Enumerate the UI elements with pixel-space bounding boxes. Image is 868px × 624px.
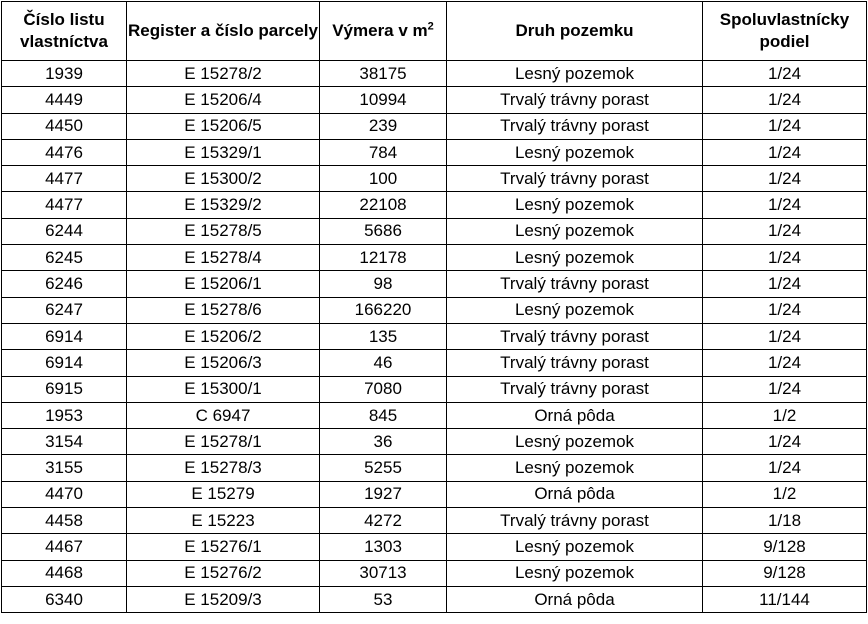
cell-register-parcel-number: E 15206/4: [127, 87, 320, 113]
table-row: [2, 139, 867, 165]
cell-area: 845: [320, 402, 447, 428]
cell-co-ownership-share: 1/24: [703, 350, 867, 376]
cell-ownership-sheet-number: 3155: [2, 455, 127, 481]
cell-co-ownership-share: 1/24: [703, 87, 867, 113]
cell-area: 784: [320, 139, 447, 165]
cell-register-parcel-number: E 15223: [127, 508, 320, 534]
cell-co-ownership-share: 11/144: [703, 586, 867, 612]
cell-ownership-sheet-number: 4477: [2, 166, 127, 192]
cell-co-ownership-share: 1/18: [703, 508, 867, 534]
table-row: [2, 87, 867, 113]
table-row: [2, 402, 867, 428]
cell-co-ownership-share: 1/24: [703, 429, 867, 455]
table-body: [2, 61, 867, 613]
cell-co-ownership-share: 9/128: [703, 534, 867, 560]
cell-area: 7080: [320, 376, 447, 402]
cell-area: 12178: [320, 245, 447, 271]
cell-register-parcel-number: E 15206/5: [127, 113, 320, 139]
table-row: [2, 350, 867, 376]
cell-area: 36: [320, 429, 447, 455]
cell-area: 5255: [320, 455, 447, 481]
table-row: [2, 534, 867, 560]
cell-co-ownership-share: 1/24: [703, 245, 867, 271]
table-row: [2, 481, 867, 507]
cell-register-parcel-number: E 15206/2: [127, 323, 320, 349]
cell-register-parcel-number: E 15300/2: [127, 166, 320, 192]
header-ownership-sheet-number: Číslo listu vlastníctva: [2, 2, 127, 61]
cell-land-type: Lesný pozemok: [447, 61, 703, 87]
cell-land-type: Lesný pozemok: [447, 139, 703, 165]
table-row: [2, 323, 867, 349]
cell-land-type: Trvalý trávny porast: [447, 350, 703, 376]
cell-co-ownership-share: 1/2: [703, 402, 867, 428]
cell-ownership-sheet-number: 3154: [2, 429, 127, 455]
cell-area: 30713: [320, 560, 447, 586]
cell-area: 135: [320, 323, 447, 349]
table-row: [2, 560, 867, 586]
cell-land-type: Lesný pozemok: [447, 297, 703, 323]
cell-register-parcel-number: C 6947: [127, 402, 320, 428]
cell-co-ownership-share: 1/24: [703, 323, 867, 349]
cell-ownership-sheet-number: 6340: [2, 586, 127, 612]
parcel-table: [1, 1, 867, 613]
cell-register-parcel-number: E 15329/1: [127, 139, 320, 165]
header-co-ownership-share: Spoluvlastnícky podiel: [703, 2, 867, 61]
cell-ownership-sheet-number: 4470: [2, 481, 127, 507]
cell-co-ownership-share: 1/24: [703, 139, 867, 165]
cell-register-parcel-number: E 15278/4: [127, 245, 320, 271]
cell-ownership-sheet-number: 4468: [2, 560, 127, 586]
cell-ownership-sheet-number: 4476: [2, 139, 127, 165]
cell-ownership-sheet-number: 1953: [2, 402, 127, 428]
cell-land-type: Lesný pozemok: [447, 245, 703, 271]
cell-ownership-sheet-number: 4458: [2, 508, 127, 534]
cell-co-ownership-share: 1/24: [703, 166, 867, 192]
cell-register-parcel-number: E 15276/1: [127, 534, 320, 560]
cell-co-ownership-share: 1/24: [703, 113, 867, 139]
cell-ownership-sheet-number: 6246: [2, 271, 127, 297]
table-row: [2, 376, 867, 402]
cell-ownership-sheet-number: 4449: [2, 87, 127, 113]
cell-land-type: Trvalý trávny porast: [447, 113, 703, 139]
cell-register-parcel-number: E 15278/1: [127, 429, 320, 455]
cell-ownership-sheet-number: 6914: [2, 350, 127, 376]
cell-land-type: Lesný pozemok: [447, 429, 703, 455]
cell-area: 1303: [320, 534, 447, 560]
cell-ownership-sheet-number: 6915: [2, 376, 127, 402]
cell-land-type: Lesný pozemok: [447, 218, 703, 244]
cell-register-parcel-number: E 15209/3: [127, 586, 320, 612]
cell-land-type: Trvalý trávny porast: [447, 271, 703, 297]
cell-ownership-sheet-number: 1939: [2, 61, 127, 87]
cell-land-type: Orná pôda: [447, 481, 703, 507]
cell-land-type: Trvalý trávny porast: [447, 323, 703, 349]
cell-land-type: Orná pôda: [447, 402, 703, 428]
cell-co-ownership-share: 1/24: [703, 192, 867, 218]
header-row: [2, 2, 867, 61]
cell-area: 239: [320, 113, 447, 139]
header-area-superscript: 2: [427, 20, 434, 33]
cell-area: 46: [320, 350, 447, 376]
cell-register-parcel-number: E 15278/5: [127, 218, 320, 244]
table-row: [2, 586, 867, 612]
cell-area: 10994: [320, 87, 447, 113]
cell-ownership-sheet-number: 6247: [2, 297, 127, 323]
cell-area: 38175: [320, 61, 447, 87]
cell-land-type: Lesný pozemok: [447, 560, 703, 586]
cell-area: 5686: [320, 218, 447, 244]
cell-co-ownership-share: 1/24: [703, 455, 867, 481]
cell-ownership-sheet-number: 4477: [2, 192, 127, 218]
cell-ownership-sheet-number: 6244: [2, 218, 127, 244]
cell-register-parcel-number: E 15278/6: [127, 297, 320, 323]
cell-land-type: Trvalý trávny porast: [447, 508, 703, 534]
cell-register-parcel-number: E 15329/2: [127, 192, 320, 218]
cell-area: 166220: [320, 297, 447, 323]
cell-ownership-sheet-number: 4467: [2, 534, 127, 560]
table-row: [2, 455, 867, 481]
cell-land-type: Trvalý trávny porast: [447, 87, 703, 113]
cell-land-type: Trvalý trávny porast: [447, 166, 703, 192]
table-row: [2, 113, 867, 139]
cell-ownership-sheet-number: 6245: [2, 245, 127, 271]
table-row: [2, 271, 867, 297]
table-row: [2, 61, 867, 87]
table-row: [2, 508, 867, 534]
table-row: [2, 166, 867, 192]
cell-area: 53: [320, 586, 447, 612]
cell-land-type: Trvalý trávny porast: [447, 376, 703, 402]
cell-area: 4272: [320, 508, 447, 534]
cell-register-parcel-number: E 15206/3: [127, 350, 320, 376]
cell-area: 1927: [320, 481, 447, 507]
cell-register-parcel-number: E 15276/2: [127, 560, 320, 586]
cell-land-type: Lesný pozemok: [447, 192, 703, 218]
cell-area: 22108: [320, 192, 447, 218]
cell-ownership-sheet-number: 6914: [2, 323, 127, 349]
header-area: [320, 2, 447, 61]
table-row: [2, 218, 867, 244]
header-area-label: Výmera v m: [332, 21, 428, 40]
table-row: [2, 429, 867, 455]
cell-land-type: Orná pôda: [447, 586, 703, 612]
cell-register-parcel-number: E 15279: [127, 481, 320, 507]
cell-register-parcel-number: E 15278/3: [127, 455, 320, 481]
header-register-parcel-number: Register a číslo parcely: [127, 2, 320, 61]
cell-ownership-sheet-number: 4450: [2, 113, 127, 139]
cell-co-ownership-share: 1/24: [703, 297, 867, 323]
table-header: [2, 2, 867, 61]
table-row: [2, 245, 867, 271]
cell-register-parcel-number: E 15278/2: [127, 61, 320, 87]
cell-co-ownership-share: 9/128: [703, 560, 867, 586]
cell-land-type: Lesný pozemok: [447, 455, 703, 481]
cell-co-ownership-share: 1/24: [703, 271, 867, 297]
cell-co-ownership-share: 1/24: [703, 376, 867, 402]
cell-area: 98: [320, 271, 447, 297]
cell-co-ownership-share: 1/24: [703, 61, 867, 87]
cell-register-parcel-number: E 15206/1: [127, 271, 320, 297]
cell-co-ownership-share: 1/24: [703, 218, 867, 244]
cell-register-parcel-number: E 15300/1: [127, 376, 320, 402]
cell-land-type: Lesný pozemok: [447, 534, 703, 560]
cell-area: 100: [320, 166, 447, 192]
table-row: [2, 192, 867, 218]
header-land-type: Druh pozemku: [447, 2, 703, 61]
cell-co-ownership-share: 1/2: [703, 481, 867, 507]
table-row: [2, 297, 867, 323]
